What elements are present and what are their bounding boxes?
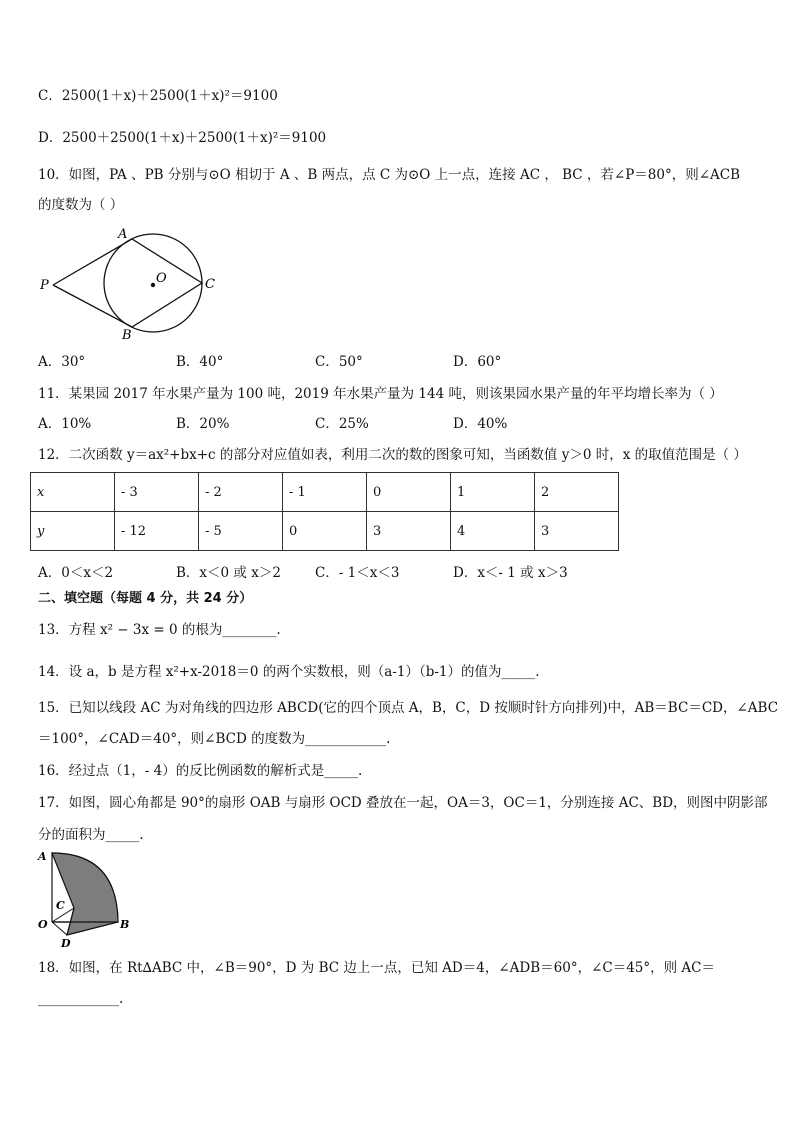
question-16: 16．经过点（1，- 4）的反比例函数的解析式是_____.	[38, 763, 363, 779]
table-cell: y	[31, 512, 115, 551]
question-17-line1: 17．如图，圆心角都是 90°的扇形 OAB 与扇形 OCD 叠放在一起，OA＝3，OC＝1，分别连接 AC、BD，则图中阴影部	[38, 795, 768, 811]
question-18-line2: ____________.	[38, 991, 124, 1007]
table-cell: 3	[535, 512, 619, 551]
q11-option-b: B．20%	[176, 416, 230, 432]
question-10-line2: 的度数为（ ）	[38, 197, 124, 213]
fig10-label-B: B	[122, 328, 132, 343]
table-cell: - 5	[199, 512, 283, 551]
q12-option-c: C．- 1＜x＜3	[315, 565, 400, 581]
table-cell: 0	[283, 512, 367, 551]
q12-option-d: D．x＜- 1 或 x＞3	[453, 565, 568, 581]
table-cell: 4	[451, 512, 535, 551]
table-cell: - 3	[115, 473, 199, 512]
fig10-label-C: C	[205, 277, 215, 292]
figure-q10-tangent-circle	[36, 226, 226, 344]
table-cell: 2	[535, 473, 619, 512]
table-cell: - 1	[283, 473, 367, 512]
q12-option-b: B．x＜0 或 x＞2	[176, 565, 281, 581]
q10-option-a: A．30°	[38, 354, 86, 370]
fig17-label-A: A	[38, 850, 47, 863]
section-heading-fill-in: 二、填空题（每题 4 分，共 24 分）	[38, 591, 253, 606]
q11-option-c: C．25%	[315, 416, 369, 432]
table-cell: 3	[367, 512, 451, 551]
figure-q17-sectors	[34, 848, 134, 950]
table-cell: - 2	[199, 473, 283, 512]
fig17-label-D: D	[61, 937, 71, 950]
q12-option-a: A．0＜x＜2	[38, 565, 114, 581]
question-10-line1: 10．如图，PA 、PB 分别与⊙O 相切于 A 、B 两点，点 C 为⊙O 上一点，连接 AC ， BC ，若∠P＝80°，则∠ACB	[38, 167, 741, 183]
value-table	[30, 472, 619, 551]
question-13: 13．方程 x² − 3x = 0 的根为________.	[38, 622, 281, 638]
q10-option-b: B．40°	[176, 354, 224, 370]
q10-option-d: D．60°	[453, 354, 502, 370]
table-row-x	[31, 473, 619, 512]
option-d-q9: D．2500＋2500(1＋x)＋2500(1＋x)²＝9100	[38, 130, 327, 146]
question-12: 12．二次函数 y＝ax²+bx+c 的部分对应值如表，利用二次的数的图象可知，当函数值 y＞0 时，x 的取值范围是（ ）	[38, 447, 747, 463]
question-15-line1: 15．已知以线段 AC 为对角线的四边形 ABCD(它的四个顶点 A，B，C，D 按顺时针方向排列)中，AB＝BC＝CD，∠ABC	[38, 700, 779, 716]
table-cell: - 12	[115, 512, 199, 551]
question-14: 14．设 a，b 是方程 x²+x-2018＝0 的两个实数根，则（a-1）（b-1）的值为_____.	[38, 664, 540, 680]
q11-option-a: A．10%	[38, 416, 92, 432]
option-c-q9: C．2500(1＋x)＋2500(1＋x)²＝9100	[38, 88, 278, 104]
q10-option-c: C．50°	[315, 354, 363, 370]
table-cell: 1	[451, 473, 535, 512]
fig17-label-O: O	[38, 918, 48, 931]
question-11: 11．某果园 2017 年水果产量为 100 吨，2019 年水果产量为 144 吨，则该果园水果产量的年平均增长率为（ ）	[38, 386, 723, 402]
table-cell: x	[31, 473, 115, 512]
fig10-label-O: O	[156, 271, 167, 286]
question-17-line2: 分的面积为_____.	[38, 827, 144, 843]
fig10-label-A: A	[118, 227, 128, 242]
question-15-line2: ＝100°，∠CAD＝40°，则∠BCD 的度数为____________.	[38, 731, 391, 747]
fig17-label-B: B	[120, 918, 130, 931]
table-row-y	[31, 512, 619, 551]
fig17-label-C: C	[56, 899, 65, 912]
question-18-line1: 18．如图，在 Rt∆ABC 中，∠B＝90°，D 为 BC 边上一点，已知 AD＝4，∠ADB＝60°，∠C＝45°，则 AC＝	[38, 960, 716, 976]
table-cell: 0	[367, 473, 451, 512]
q11-option-d: D．40%	[453, 416, 508, 432]
fig10-label-P: P	[40, 278, 49, 293]
